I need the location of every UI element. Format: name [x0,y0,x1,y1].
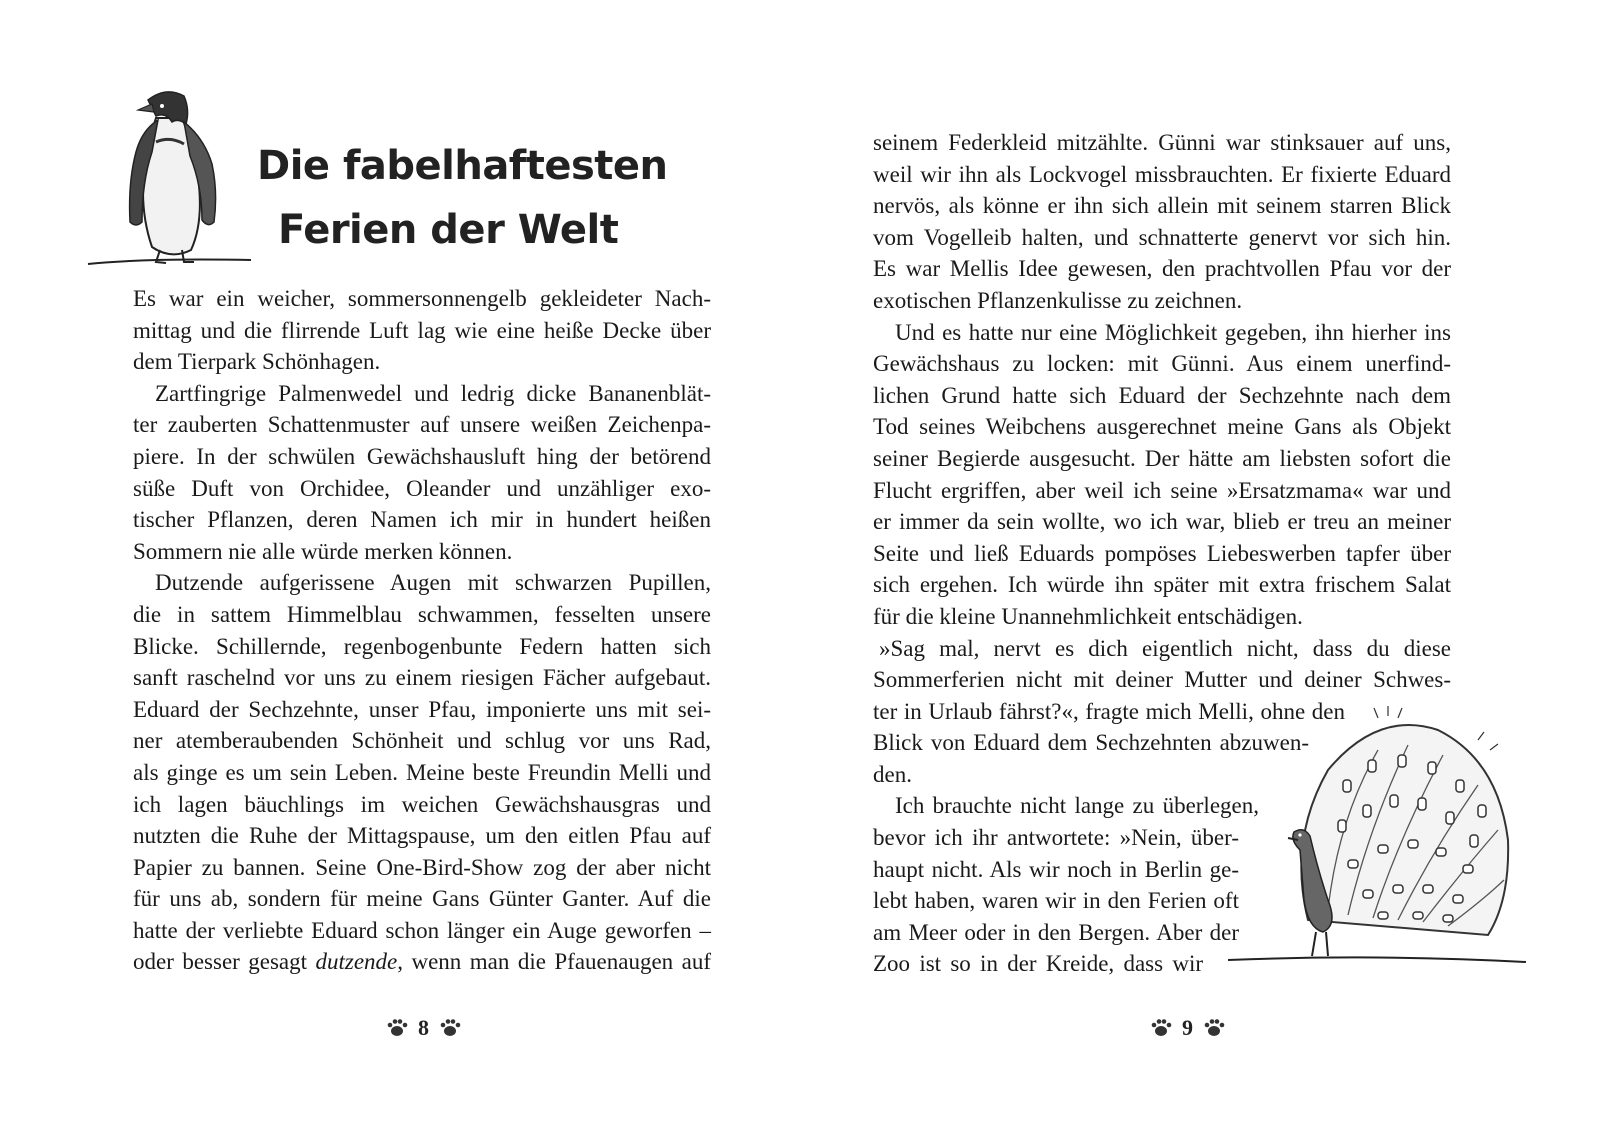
text-line: seiner Begierde ausgesucht. Der hätte am liebsten sofort die [873,445,1451,471]
text-line: Blick von Eduard dem Sechzehnten abzuwen- [873,730,1309,756]
text-line: am Meer oder in den Bergen. Aber der [873,919,1239,945]
paw-print-icon [1203,1018,1225,1038]
text-line: Dutzende aufgerissene Augen mit schwarzen Pupillen, [155,570,711,596]
text-segment: oder besser gesagt [133,949,316,975]
peacock-illustration [1228,700,1528,970]
text-line: Tod seines Weibchens ausgerechnet meine Gans als Objekt [873,414,1451,440]
text-line: ter zauberten Schattenmuster auf unsere weißen Zeichenpa- [133,412,711,438]
text-line: ner atemberaubenden Schönheit und schlug vor uns Rad, [133,728,711,754]
left-body-text [133,283,711,978]
text-line: lichen Grund hatte sich Eduard der Sechzehnte nach dem [873,382,1451,408]
page-number: 9 [1182,1015,1193,1040]
text-line-last [133,946,711,978]
text-line: Zoo ist so in der Kreide, dass wir [873,951,1203,977]
italic-word: dutzende [315,949,398,975]
text-line: für uns ab, sondern für meine Gans Günter Ganter. Auf die [133,886,711,912]
text-line: mittag und die flirrende Luft lag wie eine heiße Decke über [133,317,711,343]
text-line: Blicke. Schillernde, regenbogenbunte Federn hatten sich [133,633,711,659]
text-line: nutzten die Ruhe der Mittagspause, um den eitlen Pfau auf [133,823,711,849]
page-number-right [1150,1014,1225,1042]
text-line: nervös, als könne er ihn sich allein mit seinem starren Blick [873,193,1451,219]
text-line: Eduard der Sechzehnte, unser Pfau, imponierte uns mit sei- [133,696,711,722]
text-line: süße Duft von Orchidee, Oleander und unzähliger exo- [133,475,711,501]
text-line: Sommerferien nicht mit deiner Mutter und deiner Schwes- [873,667,1451,693]
text-line: Sommern nie alle würde merken können. [133,538,513,564]
paw-print-icon [386,1018,408,1038]
text-line: sich ergehen. Ich würde ihn später mit extra frischem Salat [873,572,1451,598]
text-line: Gewächshaus zu locken: mit Günni. Aus einem unerfind- [873,351,1451,377]
text-line: Papier zu bannen. Seine One-Bird-Show zog der aber nicht [133,854,711,880]
text-line: den. [873,761,912,787]
chapter-title-line-1: Die fabelhaftesten [257,143,668,189]
text-line: hatte der verliebte Eduard schon länger ein Auge geworfen – [133,917,711,943]
penguin-illustration [86,82,256,274]
text-line: weil wir ihn als Lockvogel missbrauchten. Er fixierte Eduard [873,161,1451,187]
paw-print-icon [1150,1018,1172,1038]
text-line: sanft raschelnd vor uns zu einem riesigen Fächer aufgebaut. [133,665,711,691]
text-line: als ginge es um sein Leben. Meine beste Freundin Melli und [133,759,711,785]
text-line: haupt nicht. Als wir noch in Berlin ge- [873,856,1239,882]
text-line: für die kleine Unannehmlichkeit entschädigen. [873,603,1303,629]
text-line: piere. In der schwülen Gewächshausluft hing der betörend [133,443,711,469]
text-line: Und es hatte nur eine Möglichkeit gegeben, ihn hierher ins [895,319,1451,345]
text-line: »Sag mal, nervt es dich eigentlich nicht, dass du diese [879,635,1451,661]
text-line: tischer Pflanzen, deren Namen ich mir in hundert heißen [133,507,711,533]
page-number: 8 [418,1015,429,1040]
right-page [800,0,1600,1138]
text-line: Ich brauchte nicht lange zu überlegen, [895,793,1259,819]
text-line: ich lagen bäuchlings im weichen Gewächshausgras und [133,791,711,817]
text-line: Es war Mellis Idee gewesen, den prachtvollen Pfau vor der [873,256,1451,282]
text-line: lebt haben, waren wir in den Ferien oft [873,888,1239,914]
paw-print-icon [439,1018,461,1038]
text-line: Seite und ließ Eduards pompöses Liebeswerben tapfer über [873,540,1451,566]
text-line: Es war ein weicher, sommersonnengelb gekleideter Nach- [133,286,711,311]
chapter-title-line-2: Ferien der Welt [278,207,619,253]
text-line: exotischen Pflanzenkulisse zu zeichnen. [873,287,1243,313]
text-line: ter in Urlaub fährst?«, fragte mich Melli, ohne den [873,698,1345,724]
text-line: die in sattem Himmelblau schwammen, fesselten unsere [133,601,711,627]
text-line: Zartfingrige Palmenwedel und ledrig dicke Bananenblät- [155,380,711,406]
text-line: dem Tierpark Schönhagen. [133,349,381,375]
text-line: seinem Federkleid mitzählte. Günni war stinksauer auf uns, [873,130,1451,155]
text-line: er immer da sein wollte, wo ich war, blieb er treu an meiner [873,509,1451,535]
text-line: bevor ich ihr antwortete: »Nein, über- [873,825,1239,851]
text-line: Flucht ergriffen, aber weil ich seine »Ersatzmama« war und [873,477,1451,503]
text-segment: , wenn man die Pfauenaugen auf [397,949,711,975]
text-line: vom Vogelleib halten, und schnatterte genervt vor sich hin. [873,224,1451,250]
page-number-left [386,1014,461,1042]
